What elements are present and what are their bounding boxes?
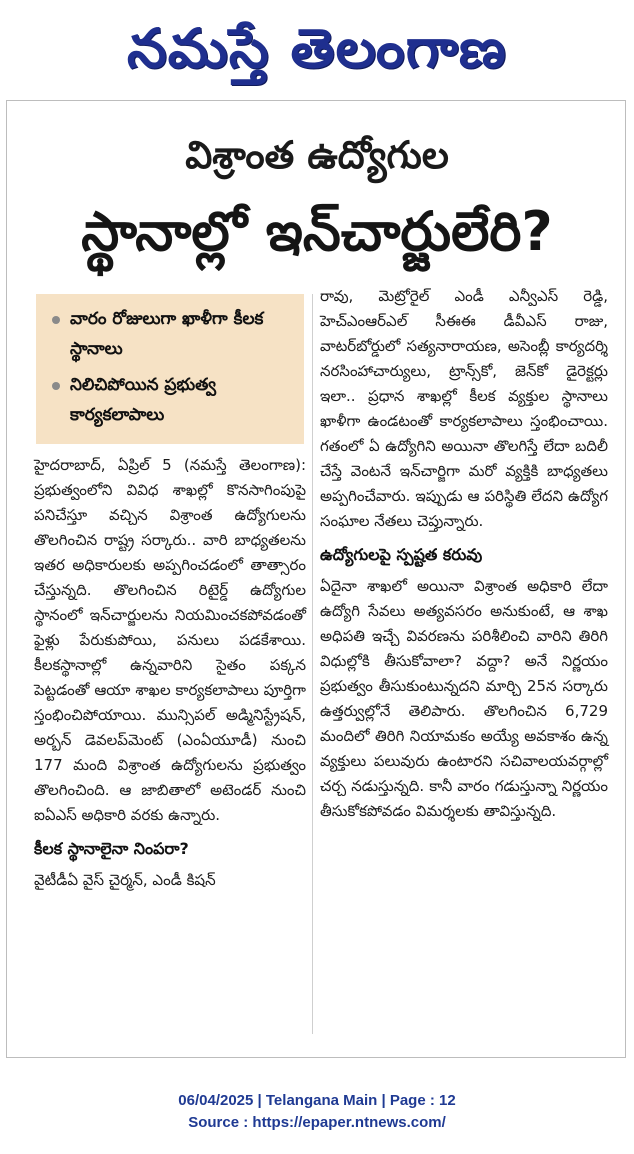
right-column — [320, 284, 608, 824]
highlight-text: నిలిచిపోయిన ప్రభుత్వ కార్యకలాపాలు — [70, 375, 217, 425]
footer-source-link[interactable]: Source : https://epaper.ntnews.com/ — [188, 1114, 446, 1131]
footer — [0, 1090, 634, 1134]
subheading: కీలక స్థానాలైనా నింపరా? — [34, 839, 189, 858]
masthead — [0, 6, 634, 96]
column-divider — [312, 294, 313, 1034]
bullet-icon — [52, 316, 60, 324]
body-paragraph: హైదరాబాద్, ఏప్రిల్ 5 (నమస్తే తెలంగాణ): ప్రభుత్వంలోని వివిధ శాఖల్లో కొనసాగింపుపై పనిచేస్తూ వచ్చిన విశ్రాంత ఉద్యోగులను తొలగించిన రాష్ట్ర సర్కారు.. వారి బాధ్యతలను ఇతర అధికారులకు అప్పగించడంలో తాత్సారం చేస్తున్నది. తొలగించిన రిటైర్డ్ ఉద్యోగుల స్థానంలో ఇన్‌చార్జులను నియమించకపోవడంతో ఫైళ్లు పేరుకుపోయి, పనులు పడకేశాయి. కీలకస్థానాల్లో ఉన్నవారిని సైతం పక్కన పెట్టడంతో ఆయా శాఖల కార్యకలాపాలు పూర్తిగా స్తంభించిపోయాయి. మున్సిపల్ అడ్మినిస్ట్రేషన్, అర్బన్ డెవలప్‌మెంట్ (ఎంఏయూడీ) నుంచి 177 మంది విశ్రాంత ఉద్యోగులను ప్రభుత్వం తొలగించింది. ఆ జాబితాలో అటెండర్ నుంచి ఐఏఎస్ అధికారి వరకు ఉన్నారు. — [34, 456, 306, 824]
article-headline: స్థానాల్లో ఇన్‌చార్జులేరి? — [81, 200, 553, 263]
highlight-text: వారం రోజులుగా ఖాళీగా కీలక స్థానాలు — [70, 309, 264, 359]
highlight-item — [50, 304, 294, 364]
body-paragraph: వైటీడీఏ వైస్ చైర్మన్, ఎండీ కిషన్ — [34, 871, 216, 889]
bullet-icon — [52, 382, 60, 390]
footer-date-edition: 06/04/2025 | Telangana Main | Page : 12 — [178, 1092, 456, 1109]
highlight-item — [50, 370, 294, 430]
highlights-box — [36, 294, 304, 444]
body-paragraph: ఏదైనా శాఖలో అయినా విశ్రాంత అధికారి లేదా ఉద్యోగి సేవలు అత్యవసరం అనుకుంటే, ఆ శాఖ అధిపతి ఇచ్చే వివరణను పరిశీలించి వారిని తిరిగి విధుల్లోకి తీసుకోవాలా? వద్దా? అనే నిర్ణయం ప్రభుత్వం తీసుకుంటున్నదని మార్చి 25న సర్కారు ఉత్తర్వుల్లోనే తెలిపారు. తొలగించిన 6,729 మందిలో తిరిగి నియామకం అయ్యే అవకాశం ఉన్న వ్యక్తులు పలువురు ఉంటారని సచివాలయవర్గాల్లో చర్చ నడుస్తున్నది. కానీ వారం గడుస్తున్నా నిర్ణయం తీసుకోకపోవడం విమర్శలకు తావిస్తున్నది. — [320, 577, 608, 820]
subheading: ఉద్యోగులపై స్పష్టత కరువు — [320, 545, 483, 564]
article-kicker: విశ్రాంత ఉద్యోగుల — [185, 133, 449, 177]
body-paragraph: రావు, మెట్రోరైల్ ఎండీ ఎన్వీఎస్ రెడ్డి, హెచ్ఎంఆర్ఎల్ సీఈఈ డీవీఎస్ రాజు, వాటర్‌బోర్డులో సత్యనారాయణ, అసెంబ్లీ కార్యదర్శి నరసింహాచార్యులు, ట్రాన్స్‌కో, జెన్‌కో డైరెక్టర్లు ఇలా.. ప్రధాన శాఖల్లో కీలక వ్యక్తుల స్థానాలు ఖాళీగా ఉండటంతో కార్యకలాపాలు స్తంభించాయి. గతంలో ఏ ఉద్యోగిని అయినా తొలగిస్తే లేదా బదిలీ చేస్తే వెంటనే ఇన్‌చార్జిగా మరో వ్యక్తికి బాధ్యతలు అప్పగించేవారు. ఇప్పుడు ఆ పరిస్థితి లేదని ఉద్యోగ సంఘాల నేతలు చెప్తున్నారు. — [320, 287, 608, 530]
newspaper-logo: నమస్తే తెలంగాణ — [127, 16, 507, 80]
left-column — [34, 453, 306, 893]
